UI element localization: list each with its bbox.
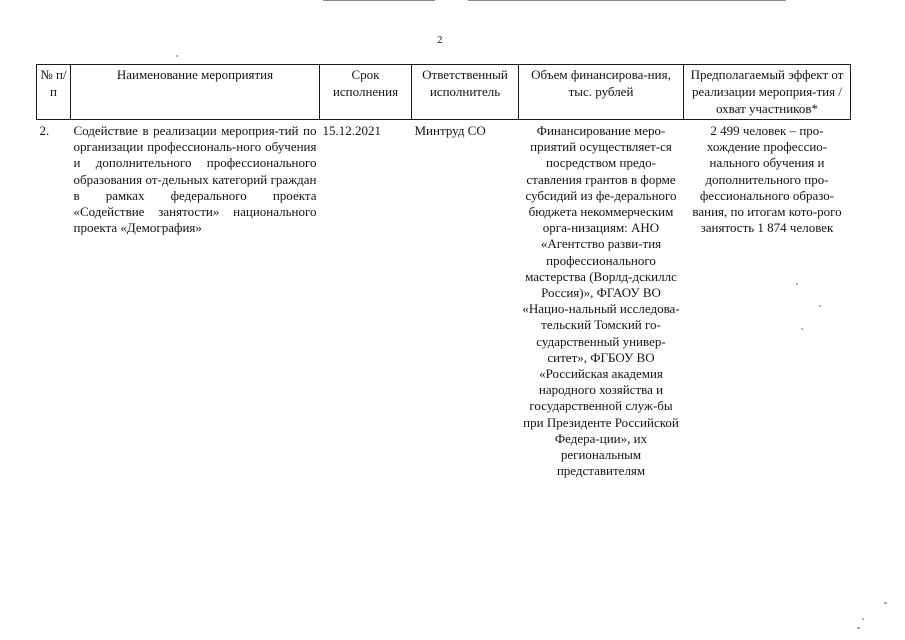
page-number: 2 <box>437 34 443 46</box>
activity-name: Содействие в реализации мероприя-тий по организации профессиональ-ного обучения и дополнительного профессионального образования от-дельных категорий граждан в рамках федерального проекта «Содействие занятости» национального проекта «Демография» <box>73 123 317 236</box>
funding-description: Финансирование меро-приятий осуществляет-ся посредством предо-ставления грантов в форме субсидий из фе-дерального бюджета некоммерческим орга-низациям: АНО «Агентство разви-тия профессионального мастерства (Ворлд-дскиллс Россия)», ФГАОУ ВО «Нацио-нальный исследова-тельский Томский го-сударственный универ-ситет», ФГБОУ ВО «Российская академия народного хозяйства и государственной служ-бы при Президенте Российской Федера-ции», их региональным представителям <box>522 123 680 479</box>
expected-effect: 2 499 человек – про-хождение профессио-нального обучения и дополнительного про-фессионального образо-вания, по итогам кото-рого занятость 1 874 человек <box>692 123 842 236</box>
scan-speck <box>857 627 860 629</box>
header-number: № п/п <box>37 65 71 120</box>
scan-speck <box>884 602 887 604</box>
header-funding: Объем финансирова-ния, тыс. рублей <box>519 65 684 120</box>
deadline-date: 15.12.2021 <box>322 123 381 138</box>
table-header-row <box>37 65 851 120</box>
responsible-executor: Минтруд СО <box>414 123 486 138</box>
table-row <box>37 120 851 480</box>
header-responsible: Ответственный исполнитель <box>412 65 519 120</box>
header-deadline: Срок исполнения <box>320 65 412 120</box>
activities-table <box>36 64 851 479</box>
scan-speck <box>862 618 864 620</box>
header-expected-effect: Предполагаемый эффект от реализации мероприя-тия / охват участников* <box>684 65 851 120</box>
top-edge-line-right <box>468 0 786 1</box>
header-activity-name: Наименование мероприятия <box>71 65 320 120</box>
top-edge-line-left <box>323 0 435 1</box>
row-number: 2. <box>39 123 50 138</box>
scan-speck <box>176 55 178 57</box>
